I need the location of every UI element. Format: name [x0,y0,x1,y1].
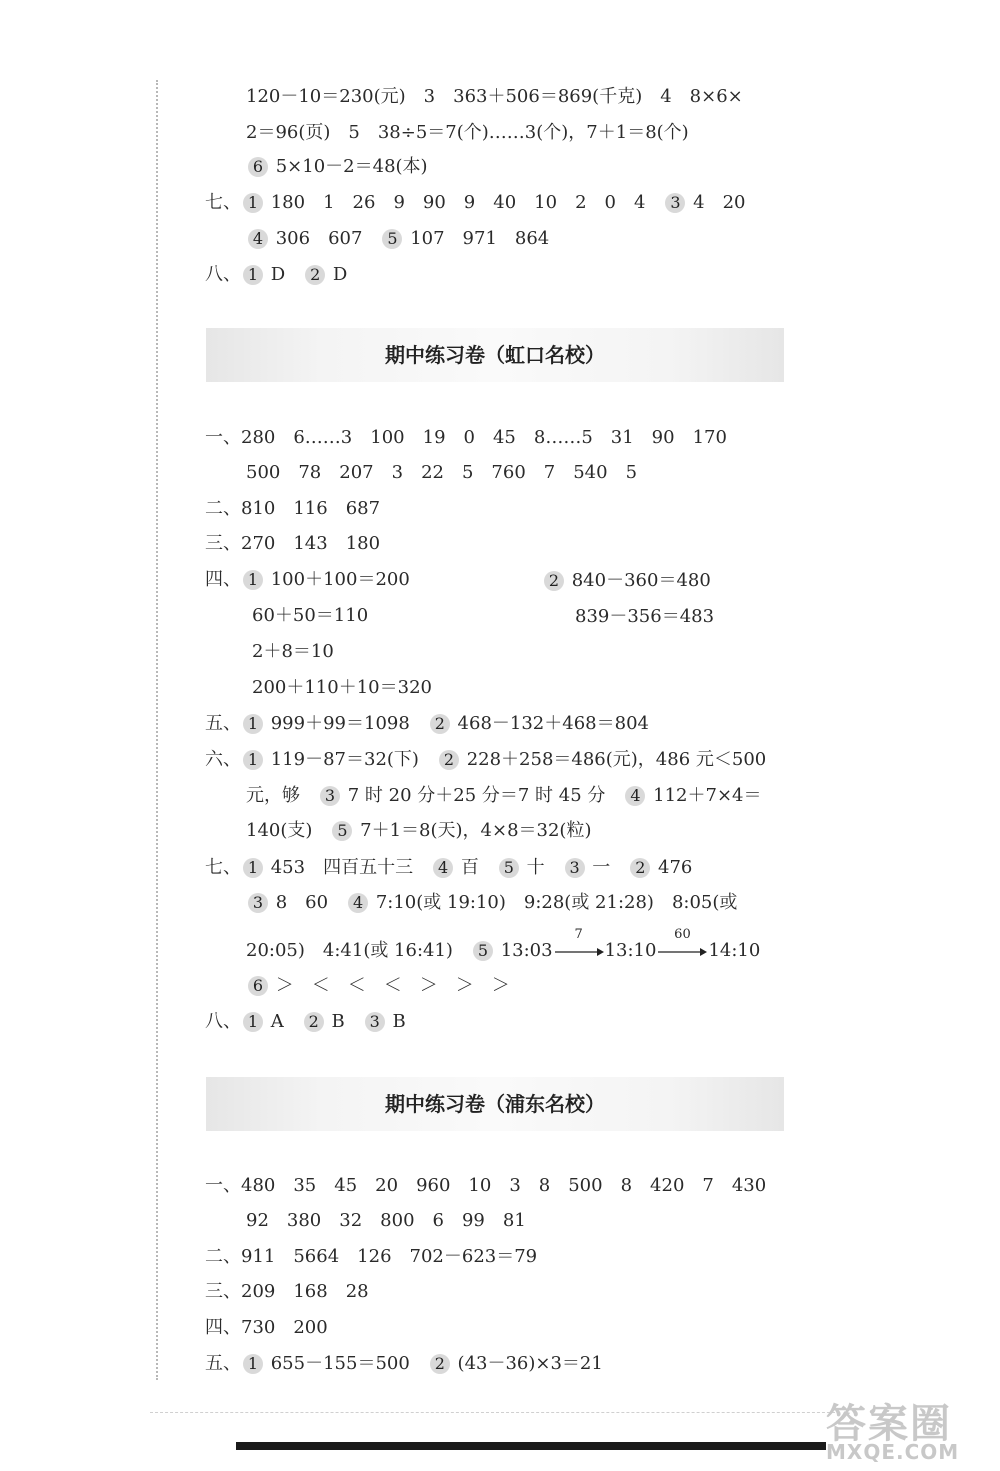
binding-margin-line [156,80,158,1380]
question-number: 2 [430,714,450,734]
answer-line: 八、 1 A 2 B 3 B [205,1011,406,1032]
scan-artifact-line [150,1412,840,1413]
answer-line: 839－356＝483 [575,606,715,627]
question-number: 1 [243,1012,263,1032]
answer-line: 八、 1 D 2 D [205,264,348,285]
answer-line: 3 8 60 4 7:10(或 19:10) 9:28(或 21:28) 8:05(或 [246,892,737,914]
question-number: 5 [473,941,493,961]
time-arrow: 60 [656,940,708,962]
answer-line: 120－10＝230(元) 3 363＋506＝869(千克) 4 8×6× [246,86,743,107]
question-number: 1 [243,714,263,734]
answer-line: 60＋50＝110 [252,605,369,626]
question-number: 2 [630,858,650,878]
page-bottom-edge [236,1442,826,1450]
answer-line: 2＝96(页) 5 38÷5＝7(个)……3(个)，7＋1＝8(个) [246,122,689,143]
answer-line: 七、 1 180 1 26 9 90 9 40 10 2 0 4 3 4 20 [205,192,746,213]
answer-line: 500 78 207 3 22 5 760 7 540 5 [246,462,638,483]
question-number: 6 [248,157,268,177]
question-number: 4 [248,229,268,249]
answer-line: 元，够 3 7 时 20 分＋25 分＝7 时 45 分 4 112＋7×4＝ [246,785,762,806]
watermark-logo: 答案圈 [826,1401,952,1447]
question-number: 6 [248,976,268,996]
answer-line: 五、 1 999＋99＝1098 2 468－132＋468＝804 [205,713,649,734]
answer-line: 三、209 168 28 [205,1281,369,1302]
answer-line: 20:05) 4:41(或 16:41) 5 13:03 7 13:10 60 14:10 [246,927,761,961]
question-number: 3 [248,893,268,913]
question-number: 1 [243,750,263,770]
answer-line: 140(支) 5 7＋1＝8(天)，4×8＝32(粒) [246,820,592,841]
section-title-banner: 期中练习卷（浦东名校） [206,1077,784,1131]
question-number: 3 [320,786,340,806]
answer-line: 二、810 116 687 [205,498,381,519]
question-number: 3 [665,193,685,213]
question-number: 2 [430,1354,450,1374]
answer-line: 二、911 5664 126 702－623＝79 [205,1246,538,1267]
question-number: 1 [243,193,263,213]
question-number: 1 [243,570,263,590]
question-number: 5 [332,821,352,841]
question-number: 3 [365,1012,385,1032]
answer-line: 2 840－360＝480 [542,570,711,592]
answer-line: 七、 1 453 四百五十三 4 百 5 十 3 一 2 476 [205,857,693,878]
answer-line: 五、 1 655－155＝500 2 (43－36)×3＝21 [205,1353,603,1374]
question-number: 5 [499,858,519,878]
answer-line: 92 380 32 800 6 99 81 [246,1210,526,1231]
watermark-url: MXQE.COM [826,1440,960,1464]
question-number: 2 [544,571,564,591]
answer-line: 2＋8＝10 [252,641,334,662]
question-number: 2 [439,750,459,770]
answer-line: 4 306 607 5 107 971 864 [246,228,549,250]
answer-line: 200＋110＋10＝320 [252,677,432,698]
question-number: 4 [433,858,453,878]
question-number: 2 [305,265,325,285]
question-number: 2 [304,1012,324,1032]
watermark [818,1392,994,1464]
answer-line: 一、280 6……3 100 19 0 45 8……5 31 90 170 [205,427,727,448]
answer-line: 6 ＞ ＜ ＜ ＜ ＞ ＞ ＞ [246,975,510,997]
question-number: 5 [382,229,402,249]
answer-line: 三、270 143 180 [205,533,381,554]
question-number: 4 [348,893,368,913]
answer-line: 四、730 200 [205,1317,328,1338]
question-number: 1 [243,265,263,285]
answer-line: 四、 1 100＋100＝200 [205,569,410,590]
time-arrow: 7 [553,940,605,962]
answer-line: 六、 1 119－87＝32(下) 2 228＋258＝486(元)，486 元＜500 [205,749,767,770]
answer-line: 一、480 35 45 20 960 10 3 8 500 8 420 7 430 [205,1175,767,1196]
question-number: 3 [565,858,585,878]
section-title-banner: 期中练习卷（虹口名校） [206,328,784,382]
answer-line: 6 5×10－2＝48(本) [246,156,428,178]
question-number: 1 [243,858,263,878]
question-number: 1 [243,1354,263,1374]
question-number: 4 [625,786,645,806]
